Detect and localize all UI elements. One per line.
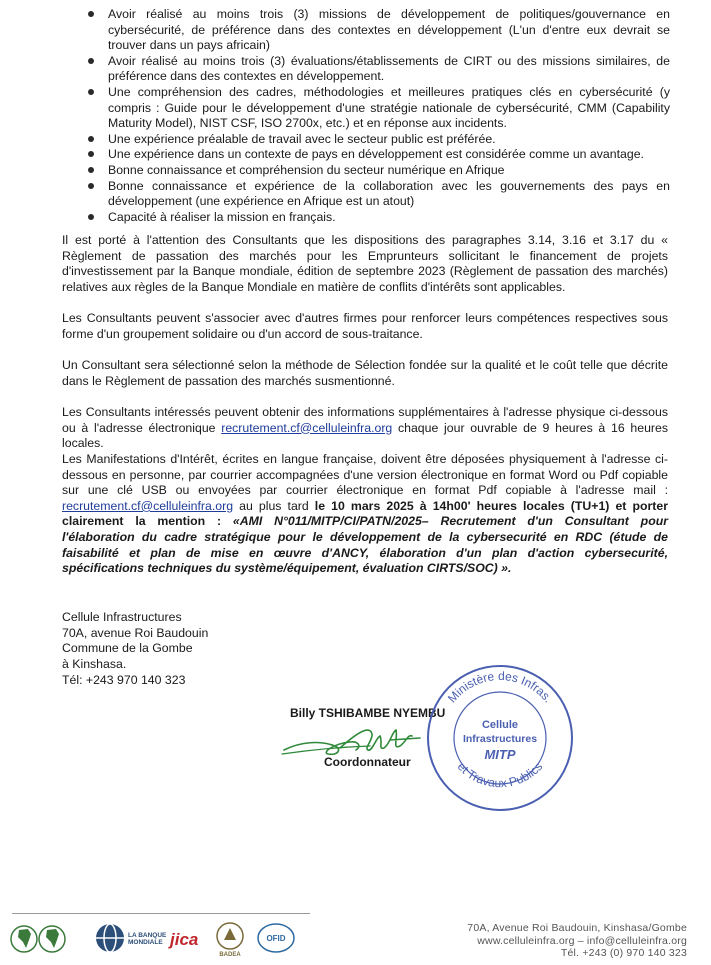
- list-item: Bonne connaissance et compréhension du secteur numérique en Afrique: [86, 163, 670, 179]
- footer-phone: Tél. +243 (0) 970 140 323: [560, 947, 687, 959]
- list-item: Une compréhension des cadres, méthodologies et meilleures pratiques clés en cybersécurité (y compris : Guide pour le développement d'une stratégie nationale de cybersécurité, CMM (Capability Maturity Model), NIST CSF, ISO 2700x, etc.) et en réponse aux incidents.: [86, 85, 670, 132]
- official-stamp: [424, 662, 576, 814]
- jica-logo: jica: [170, 930, 199, 949]
- address-line: 70A, avenue Roi Baudouin: [62, 625, 209, 640]
- email-link[interactable]: recrutement.cf@celluleinfra.org: [221, 420, 393, 435]
- paragraph-selection: Un Consultant sera sélectionné selon la méthode de Sélection fondée sur la qualité et le coût telle que décrite dans le Règlement de passation des marchés susmentionné.: [62, 358, 668, 388]
- list-item: Une expérience dans un contexte de pays en développement est considérée comme un avantage.: [86, 147, 670, 163]
- africa-map-logo: [10, 922, 66, 956]
- world-bank-logo: LA BANQUE MONDIALE: [128, 932, 167, 946]
- svg-text:OFID: OFID: [266, 934, 286, 943]
- sender-address: [62, 610, 208, 689]
- mention-text: «AMI N°011/MITP/CI/PATN/2025– Recrutement d'un Consultant pour l'élaboration du cadre stratégique pour le développement de la cybersecurité en RDC (étude de faisabilité et plan de mise en œuvre d'ANCY, élaboration d'un plan d'action cybersecurité, spécifications techniques du système/équipement, évaluation CIRTS/SOC) ».: [62, 514, 668, 576]
- deadline-text: le 10 mars 2025 à 14h00' heures locales (TU+1) et porter clairement la mention :: [62, 498, 668, 529]
- paragraph-reglement: Il est porté à l'attention des Consultants que les dispositions des paragraphes 3.14, 3.16 et 3.17 du « Règlement de passation des marchés pour les Emprunteurs sollicitant le financement de projets d'investissement par la Banque mondiale, édition de septembre 2023 (Règlement de passation des marchés) relatives aux règles de la Banque Mondiale en matière de conflits d'intérêts sont applicables.: [62, 233, 668, 294]
- signatory-name: Billy TSHIBAMBE NYEMBU: [290, 706, 446, 720]
- stamp-ring-top: Ministère des Infras.: [444, 668, 556, 706]
- paragraph-information: [62, 405, 668, 452]
- info-text: Les Consultants intéressés peuvent obtenir des informations supplémentaires à l'adresse physique ci-dessous ou à l'adresse électronique: [62, 405, 668, 435]
- list-item: Avoir réalisé au moins trois (3) missions de développement de politiques/gouvernance en cybersécurité, de préférence dans des contextes en développement (L'un d'entre eux devrait se trouver dans un pays africain): [86, 7, 670, 54]
- stamp-line: Cellule: [481, 719, 519, 731]
- email-link[interactable]: recrutement.cf@celluleinfra.org: [62, 498, 234, 513]
- info-text-end: chaque jour ouvrable de 9 heures à 16 heures locales.: [62, 420, 668, 451]
- depot-text: Les Manifestations d'Intérêt, écrites en langue française, doivent être déposées physiquement à l'adresse ci-dessous en personne, par courrier accompagnées d'une version électronique en format Word ou Pdf copiable sur une clé USB ou envoyées par courrier électronique en format Pdf copiable à l'adresse mail :: [62, 452, 668, 498]
- signatory-role: Coordonnateur: [324, 755, 411, 769]
- stamp-ring-bottom: et Travaux Publics: [454, 759, 546, 791]
- list-item: Capacité à réaliser la mission en français.: [86, 210, 670, 226]
- footer-contact: [467, 922, 687, 960]
- svg-text:BADEA: BADEA: [219, 952, 241, 958]
- address-line: Cellule Infrastructures: [62, 610, 182, 624]
- world-bank-globe-icon: [94, 922, 126, 954]
- ofid-logo: [256, 922, 296, 954]
- footer-web-email: www.celluleinfra.org – info@celluleinfra.org: [477, 934, 687, 947]
- paragraph-depot: [62, 452, 668, 577]
- list-item: Une expérience préalable de travail avec le secteur public est préférée.: [86, 132, 670, 148]
- paragraph-association: Les Consultants peuvent s'associer avec d'autres firmes pour renforcer leurs compétences respectives sous forme d'un groupement solidaire ou d'un accord de sous-traitance.: [62, 311, 668, 341]
- stamp-line: MITP: [484, 747, 516, 762]
- partner-logos: [10, 918, 310, 958]
- list-item: Bonne connaissance et expérience de la collaboration avec les gouvernements des pays en développement (une expérience en Afrique est un atout): [86, 179, 670, 210]
- address-line: Tél: +243 970 140 323: [62, 672, 186, 687]
- footer-divider: [12, 913, 310, 914]
- badea-logo: [210, 920, 250, 958]
- footer-address: 70A, Avenue Roi Baudouin, Kinshasa/Gombe: [467, 922, 687, 934]
- requirements-list: [86, 7, 670, 225]
- address-line: Commune de la Gombe: [62, 641, 193, 656]
- stamp-line: Infrastructures: [462, 733, 538, 745]
- list-item: Avoir réalisé au moins trois (3) évaluations/établissements de CIRT ou des missions similaires, de préférence dans des contextes en développement.: [86, 54, 670, 85]
- depot-text-middle: au plus tard: [233, 498, 315, 513]
- address-line: à Kinshasa.: [62, 657, 127, 672]
